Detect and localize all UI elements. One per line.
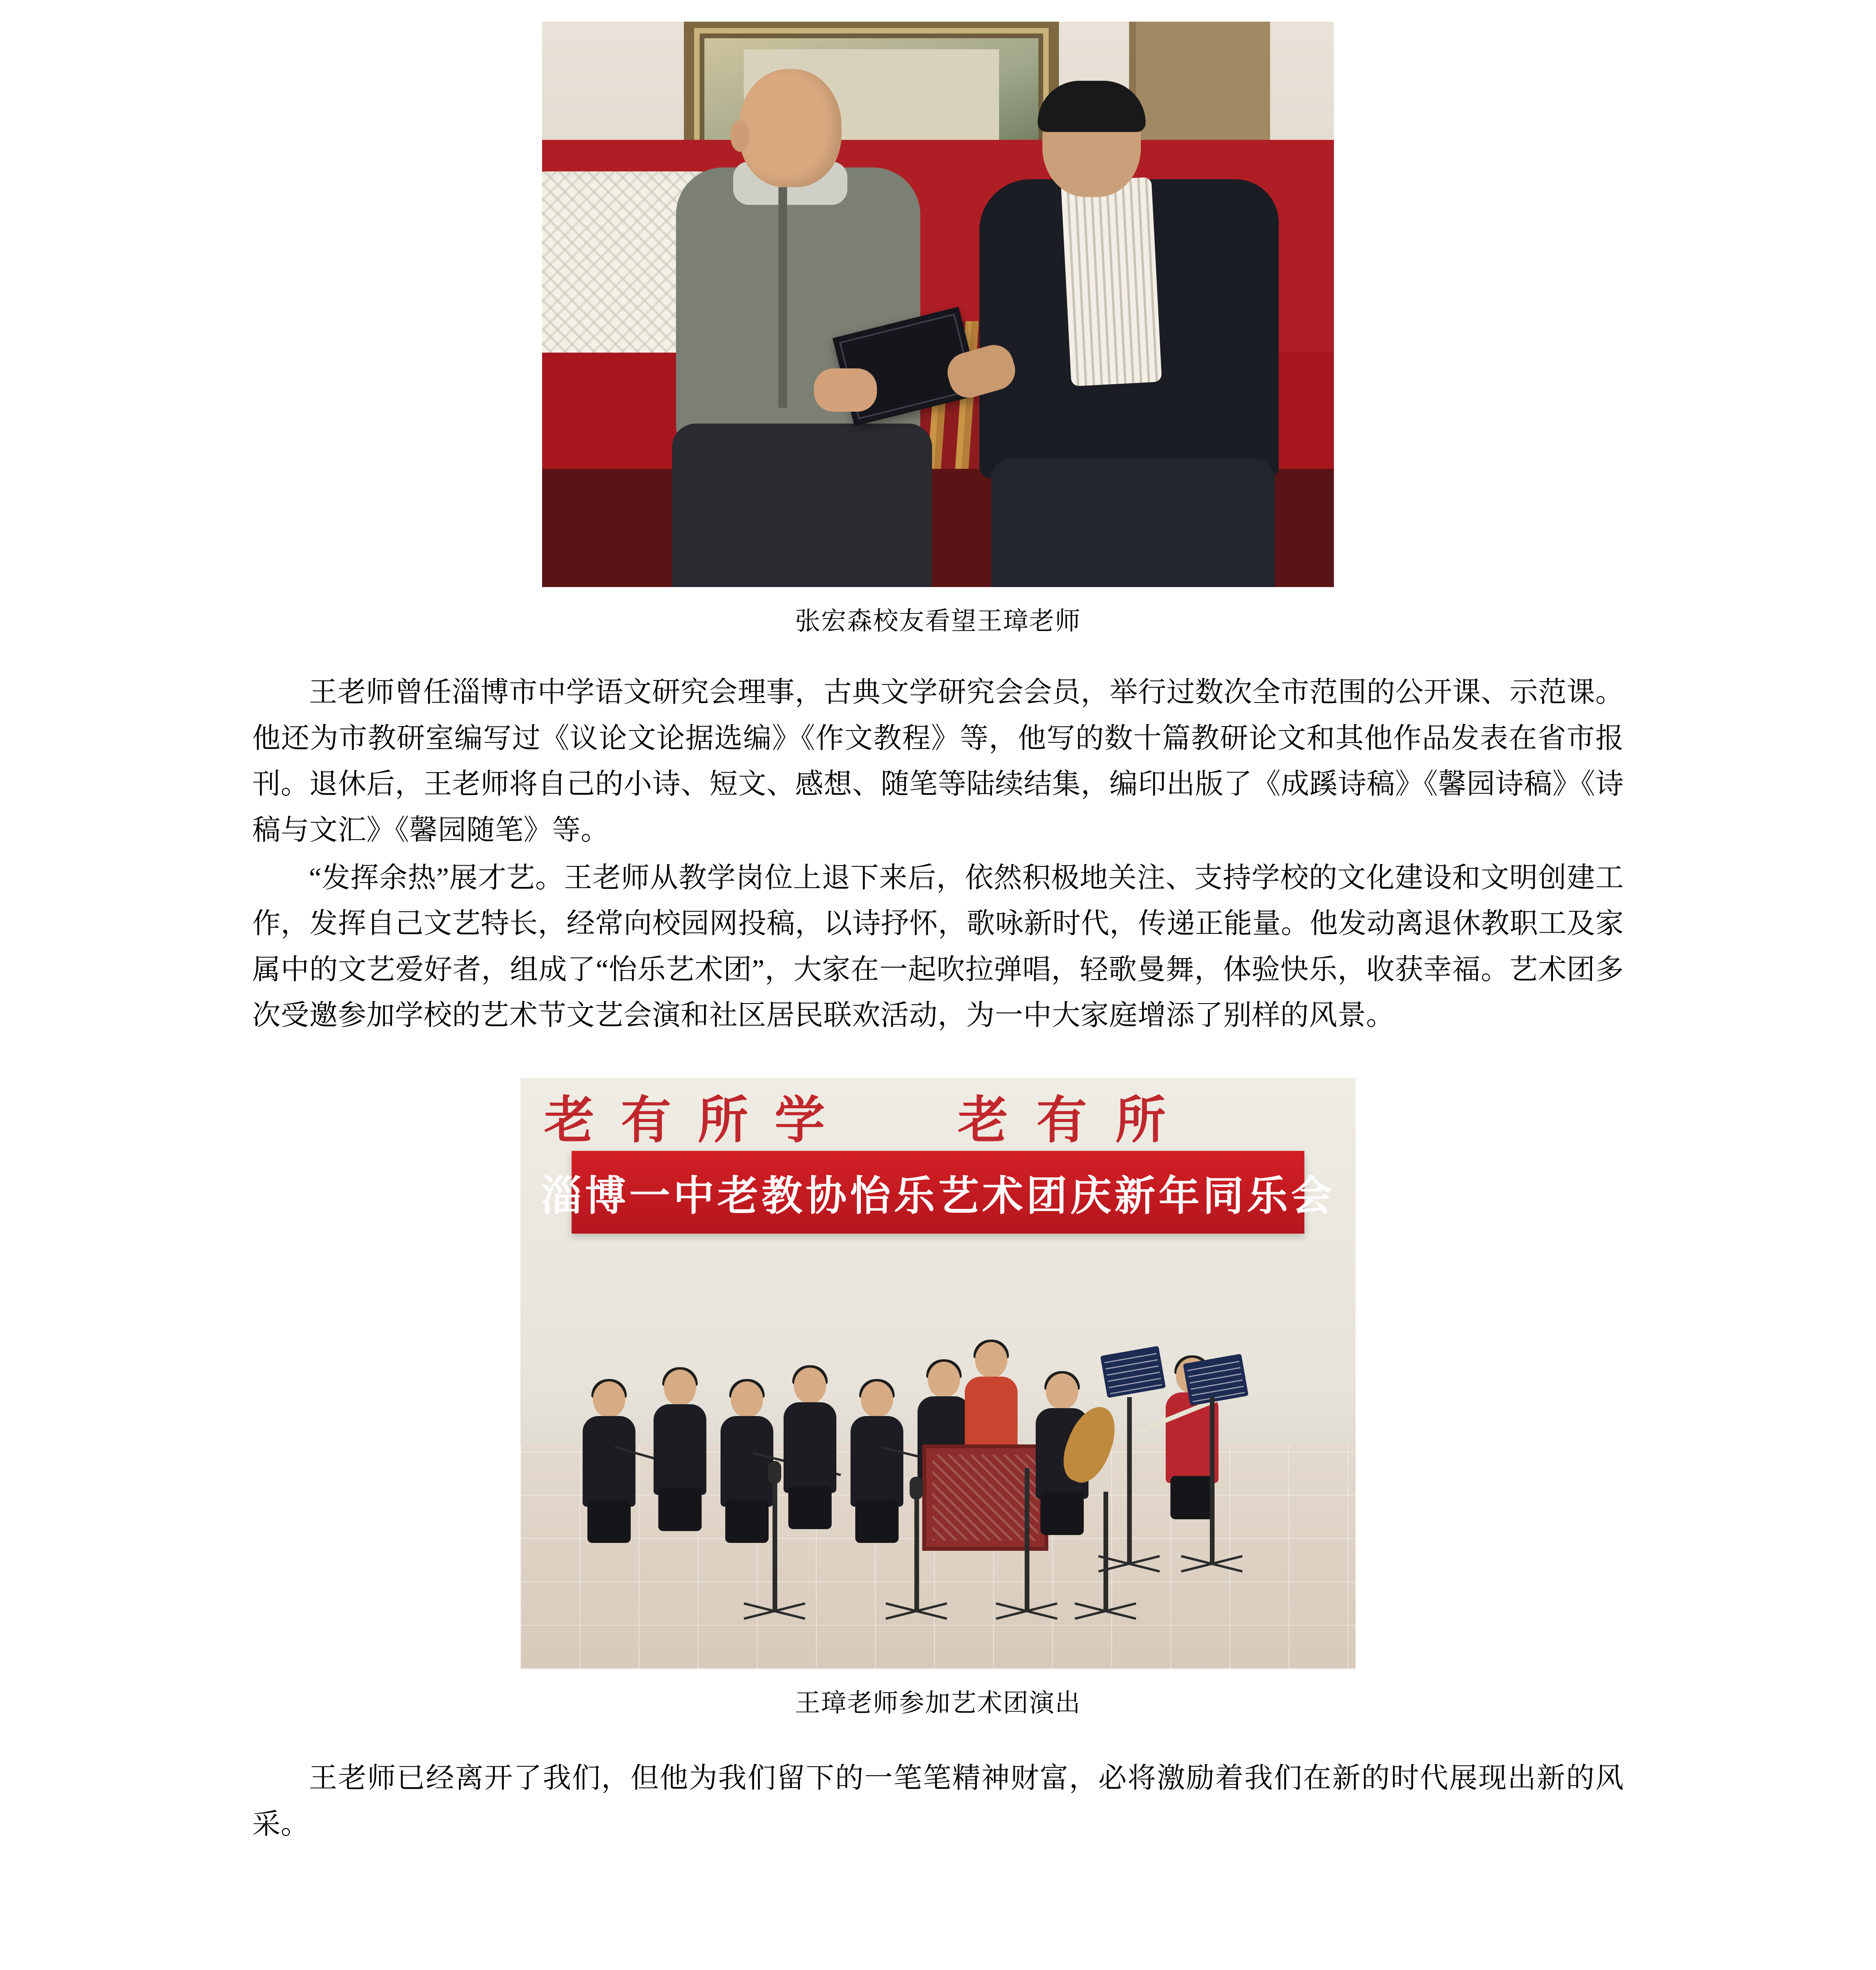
performer-legs — [587, 1500, 631, 1543]
microphone-stand-4 — [1103, 1492, 1108, 1610]
performer-legs — [1040, 1492, 1084, 1535]
performer-legs — [1170, 1476, 1214, 1519]
photo-alumnus-visiting-teacher — [542, 22, 1334, 587]
performer-torso — [851, 1416, 903, 1507]
wall-character-3: 所 — [698, 1093, 749, 1149]
performer-legs — [658, 1488, 702, 1531]
performer-head — [731, 1381, 763, 1418]
stage-banner-text: 淄博一中老教协怡乐艺术团庆新年同乐会 — [541, 1174, 1335, 1219]
photo-art-troupe-performance — [520, 1078, 1356, 1669]
person-visiting-alumnus — [968, 81, 1291, 587]
music-stand-pole-1 — [1127, 1397, 1132, 1563]
performer-torso — [654, 1404, 706, 1495]
music-stand-pole-2 — [1210, 1397, 1215, 1563]
text-block-upper — [252, 669, 1624, 1039]
paragraph-2: “发挥余热”展才艺。王老师从教学岗位上退下来后，依然积极地关注、支持学校的文化建设和文明创建工作，发挥自己文艺特长，经常向校园网投稿，以诗抒怀，歌咏新时代，传递正能量。他发动离退休教职工及家属中的文艺爱好者，组成了“怡乐艺术团”，大家在一起吹拉弹唱，轻歌曼舞，体验快乐，收获幸福。艺术团多次受邀参加学校的艺术节文艺会演和社区居民联欢活动，为一中大家庭增添了别样的风景。 — [252, 862, 1624, 1031]
wall-character-4: 学 — [775, 1093, 825, 1149]
performer-head — [975, 1342, 1007, 1378]
hand-supporting-book — [814, 368, 877, 412]
figure-1-caption: 张宏森校友看望王璋老师 — [795, 607, 1081, 635]
elder-trousers — [672, 424, 932, 587]
figure-visit — [252, 22, 1624, 640]
performer-head — [928, 1362, 960, 1398]
performer-torso — [583, 1416, 635, 1507]
wall-calligraphy-characters — [520, 1078, 1356, 1149]
microphone-2 — [910, 1477, 923, 1500]
wall-character-1: 老 — [544, 1093, 595, 1149]
wall-character-5: 老 — [958, 1093, 1009, 1149]
elder-ear — [730, 120, 749, 152]
paragraph-1: 王老师曾任淄博市中学语文研究会理事，古典文学研究会会员，举行过数次全市范围的公开课、示范课。他还为市教研室编写过《议论文论据选编》《作文教程》等，他写的数十篇教研论文和其他作品发表在省市报刊。退休后，王老师将自己的小诗、短文、感想、随笔等陆续结集，编印出版了《成蹊诗稿》《馨园诗稿》《诗稿与文汇》《馨园随笔》等。 — [252, 676, 1624, 846]
alumnus-trousers — [991, 459, 1275, 587]
microphone-stand-1 — [773, 1480, 777, 1610]
paragraph-3: 王老师已经离开了我们，但他为我们留下的一笔笔精神财富，必将激励着我们在新的时代展现出新的风采。 — [252, 1762, 1624, 1840]
elder-head — [739, 69, 841, 187]
performer-erhu-3 — [717, 1381, 776, 1539]
performer-legs — [725, 1500, 769, 1543]
performer-head — [861, 1381, 893, 1418]
microphone-stand-3 — [1025, 1468, 1029, 1610]
microphone-stand-2 — [914, 1496, 919, 1610]
alumnus-striped-shirt — [1061, 177, 1162, 386]
microphone-1 — [768, 1461, 781, 1484]
performer-head — [593, 1381, 625, 1418]
performer-erhu-2 — [650, 1370, 710, 1527]
wall-character-2: 有 — [621, 1093, 672, 1149]
performer-head — [664, 1370, 696, 1406]
performer-head — [1046, 1373, 1078, 1410]
elder-jacket-zipper — [778, 187, 787, 408]
wall-character-6: 有 — [1036, 1093, 1087, 1149]
document-page — [0, 22, 1876, 1970]
stage-banner — [541, 1151, 1335, 1234]
performer-erhu-5 — [847, 1381, 906, 1539]
performer-head — [794, 1368, 826, 1404]
performer-torso — [721, 1416, 773, 1507]
alumnus-hair — [1038, 81, 1146, 132]
performer-erhu-4 — [780, 1368, 840, 1525]
performer-legs — [788, 1486, 832, 1529]
performer-erhu-1 — [580, 1381, 639, 1539]
performer-legs — [855, 1500, 899, 1543]
stage-table — [922, 1444, 1048, 1551]
performer-torso — [784, 1402, 836, 1493]
wall-character-7: 所 — [1115, 1093, 1166, 1149]
figure-performance — [252, 1078, 1624, 1722]
figure-2-caption: 王璋老师参加艺术团演出 — [795, 1689, 1081, 1717]
text-block-lower — [252, 1755, 1624, 1847]
